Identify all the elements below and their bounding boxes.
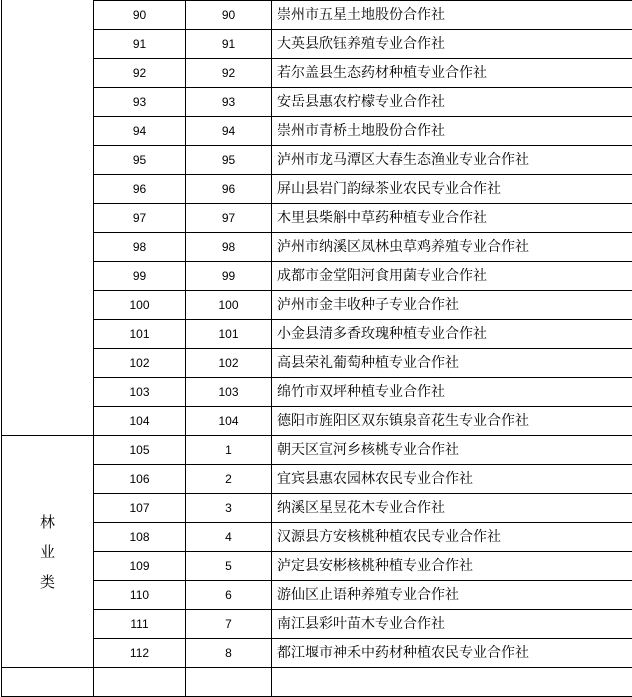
sub-number-cell: 6 <box>186 581 272 610</box>
seq-number-cell: 110 <box>94 581 186 610</box>
cooperative-name-cell: 屏山县岩门韵绿茶业农民专业合作社 <box>272 175 632 204</box>
empty-cell <box>2 668 94 697</box>
cooperative-name-cell: 崇州市青桥土地股份合作社 <box>272 117 632 146</box>
table-row <box>2 291 632 320</box>
seq-number-cell: 105 <box>94 436 186 465</box>
seq-number-cell: 101 <box>94 320 186 349</box>
sub-number-cell: 99 <box>186 262 272 291</box>
sub-number-cell: 97 <box>186 204 272 233</box>
seq-number-cell: 96 <box>94 175 186 204</box>
cooperative-name-cell: 朝天区宣河乡核桃专业合作社 <box>272 436 632 465</box>
table-row <box>2 204 632 233</box>
cooperative-name-cell: 小金县清多香玫瑰种植专业合作社 <box>272 320 632 349</box>
table-row <box>2 494 632 523</box>
cooperative-name-cell: 宜宾县惠农园林农民专业合作社 <box>272 465 632 494</box>
cooperative-name-cell: 汉源县方安核桃种植农民专业合作社 <box>272 523 632 552</box>
sub-number-cell: 103 <box>186 378 272 407</box>
table-row <box>2 639 632 668</box>
cooperative-name-cell: 大英县欣钰养殖专业合作社 <box>272 30 632 59</box>
cooperative-name-cell: 崇州市五星土地股份合作社 <box>272 1 632 30</box>
seq-number-cell: 94 <box>94 117 186 146</box>
empty-cell <box>186 668 272 697</box>
table-row <box>2 233 632 262</box>
seq-number-cell: 90 <box>94 1 186 30</box>
table-row <box>2 668 632 697</box>
seq-number-cell: 99 <box>94 262 186 291</box>
sub-number-cell: 1 <box>186 436 272 465</box>
sub-number-cell: 100 <box>186 291 272 320</box>
category-char: 业 <box>2 537 93 567</box>
cooperative-name-cell: 成都市金堂阳河食用菌专业合作社 <box>272 262 632 291</box>
sub-number-cell: 95 <box>186 146 272 175</box>
sub-number-cell: 90 <box>186 1 272 30</box>
seq-number-cell: 92 <box>94 59 186 88</box>
table-row <box>2 581 632 610</box>
seq-number-cell: 112 <box>94 639 186 668</box>
cooperative-name-cell: 纳溪区星昱花木专业合作社 <box>272 494 632 523</box>
cooperative-name-cell: 德阳市旌阳区双东镇泉音花生专业合作社 <box>272 407 632 436</box>
seq-number-cell: 107 <box>94 494 186 523</box>
sub-number-cell: 91 <box>186 30 272 59</box>
table-row <box>2 552 632 581</box>
table-row <box>2 88 632 117</box>
cooperative-name-cell: 都江堰市神禾中药材种植农民专业合作社 <box>272 639 632 668</box>
table-row <box>2 465 632 494</box>
cooperative-name-cell: 泸州市龙马潭区大春生态渔业专业合作社 <box>272 146 632 175</box>
sub-number-cell: 101 <box>186 320 272 349</box>
cooperative-name-cell: 木里县柴斛中草药种植专业合作社 <box>272 204 632 233</box>
table-row <box>2 59 632 88</box>
sub-number-cell: 94 <box>186 117 272 146</box>
sub-number-cell: 2 <box>186 465 272 494</box>
cooperative-name-cell: 若尔盖县生态药材种植专业合作社 <box>272 59 632 88</box>
table-row <box>2 523 632 552</box>
seq-number-cell: 106 <box>94 465 186 494</box>
table-body <box>2 0 632 697</box>
sub-number-cell: 93 <box>186 88 272 117</box>
table-row <box>2 407 632 436</box>
table-row <box>2 30 632 59</box>
sub-number-cell: 96 <box>186 175 272 204</box>
category-char: 林 <box>2 507 93 537</box>
table-row <box>2 320 632 349</box>
seq-number-cell: 95 <box>94 146 186 175</box>
empty-cell <box>272 668 632 697</box>
table-row <box>2 378 632 407</box>
cooperative-name-cell: 游仙区止语种养殖专业合作社 <box>272 581 632 610</box>
seq-number-cell: 109 <box>94 552 186 581</box>
seq-number-cell: 100 <box>94 291 186 320</box>
sub-number-cell: 92 <box>186 59 272 88</box>
seq-number-cell: 108 <box>94 523 186 552</box>
seq-number-cell: 111 <box>94 610 186 639</box>
sub-number-cell: 98 <box>186 233 272 262</box>
sub-number-cell: 8 <box>186 639 272 668</box>
sub-number-cell: 102 <box>186 349 272 378</box>
seq-number-cell: 97 <box>94 204 186 233</box>
table-row <box>2 175 632 204</box>
category-char: 类 <box>2 567 93 597</box>
seq-number-cell: 103 <box>94 378 186 407</box>
sub-number-cell: 4 <box>186 523 272 552</box>
table-row <box>2 117 632 146</box>
category-cell <box>2 0 94 436</box>
sub-number-cell: 104 <box>186 407 272 436</box>
seq-number-cell: 102 <box>94 349 186 378</box>
cooperative-name-cell: 泸州市纳溪区凤林虫草鸡养殖专业合作社 <box>272 233 632 262</box>
cooperative-name-cell: 安岳县惠农柠檬专业合作社 <box>272 88 632 117</box>
cooperatives-table <box>1 0 632 697</box>
cooperative-name-cell: 高县荣礼葡萄种植专业合作社 <box>272 349 632 378</box>
table-row <box>2 349 632 378</box>
sub-number-cell: 3 <box>186 494 272 523</box>
cooperative-name-cell: 泸定县安彬核桃种植专业合作社 <box>272 552 632 581</box>
sub-number-cell: 7 <box>186 610 272 639</box>
table-row <box>2 1 632 30</box>
table-row <box>2 436 632 465</box>
seq-number-cell: 93 <box>94 88 186 117</box>
table-row <box>2 262 632 291</box>
sub-number-cell: 5 <box>186 552 272 581</box>
seq-number-cell: 91 <box>94 30 186 59</box>
category-cell <box>2 436 94 668</box>
table-row <box>2 610 632 639</box>
empty-cell <box>94 668 186 697</box>
cooperative-name-cell: 泸州市金丰收种子专业合作社 <box>272 291 632 320</box>
table-row <box>2 146 632 175</box>
seq-number-cell: 98 <box>94 233 186 262</box>
cooperative-name-cell: 南江县彩叶苗木专业合作社 <box>272 610 632 639</box>
cooperative-name-cell: 绵竹市双坪种植专业合作社 <box>272 378 632 407</box>
seq-number-cell: 104 <box>94 407 186 436</box>
